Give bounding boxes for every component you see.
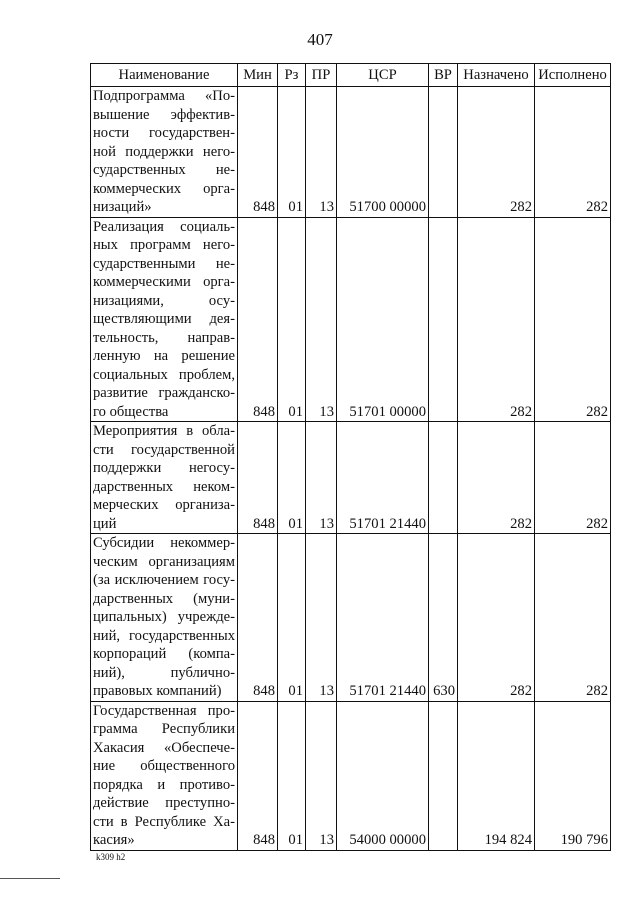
row-csr: 51700 00000 <box>337 87 429 218</box>
row-vr <box>429 87 458 218</box>
row-executed: 282 <box>535 87 611 218</box>
row-name: Государственная программа Республики Хакасия «Обеспечение общественного порядка и противодействие преступности в Республике Хакасия» <box>91 701 238 850</box>
row-executed: 282 <box>535 534 611 702</box>
row-assigned: 282 <box>458 534 535 702</box>
row-min: 848 <box>238 534 278 702</box>
header-pr: ПР <box>306 64 337 87</box>
row-executed: 282 <box>535 422 611 534</box>
row-pr: 13 <box>306 87 337 218</box>
header-vr: ВР <box>429 64 458 87</box>
footer-code: k309 h2 <box>96 852 126 862</box>
row-csr: 54000 00000 <box>337 701 429 850</box>
table-row <box>91 422 611 534</box>
header-assigned: Назначено <box>458 64 535 87</box>
header-csr: ЦСР <box>337 64 429 87</box>
row-pr: 13 <box>306 422 337 534</box>
page-number: 407 <box>307 30 333 49</box>
header-rz: Рз <box>278 64 306 87</box>
row-assigned: 194 824 <box>458 701 535 850</box>
scan-edge-mark <box>0 878 60 879</box>
table-header-row <box>91 64 611 87</box>
row-assigned: 282 <box>458 87 535 218</box>
row-name: Реализация социальных программ негосударственными некоммерческими организациями, осуществляющими деятельность, направленную на решение социальных проблем, развитие гражданского общества <box>91 217 238 422</box>
row-min: 848 <box>238 701 278 850</box>
header-min: Мин <box>238 64 278 87</box>
row-name: Субсидии некоммерческим организациям (за исключением государственных (муниципальных) учреждений, государственных корпораций (компаний), публично-правовых компаний) <box>91 534 238 702</box>
row-vr <box>429 217 458 422</box>
table-row <box>91 534 611 702</box>
header-name: Наименование <box>91 64 238 87</box>
budget-table <box>90 63 611 851</box>
header-executed: Исполнено <box>535 64 611 87</box>
table-row <box>91 217 611 422</box>
table-row <box>91 701 611 850</box>
row-csr: 51701 21440 <box>337 422 429 534</box>
row-vr <box>429 422 458 534</box>
row-executed: 190 796 <box>535 701 611 850</box>
row-pr: 13 <box>306 534 337 702</box>
row-min: 848 <box>238 422 278 534</box>
row-rz: 01 <box>278 534 306 702</box>
row-pr: 13 <box>306 701 337 850</box>
row-assigned: 282 <box>458 422 535 534</box>
row-rz: 01 <box>278 87 306 218</box>
row-csr: 51701 21440 <box>337 534 429 702</box>
row-pr: 13 <box>306 217 337 422</box>
row-vr <box>429 701 458 850</box>
row-rz: 01 <box>278 422 306 534</box>
row-executed: 282 <box>535 217 611 422</box>
row-vr: 630 <box>429 534 458 702</box>
row-min: 848 <box>238 87 278 218</box>
row-min: 848 <box>238 217 278 422</box>
row-rz: 01 <box>278 701 306 850</box>
row-name: Мероприятия в области государственной поддержки негосударственных некоммерческих организаций <box>91 422 238 534</box>
row-name: Подпрограмма «Повышение эффективности государственной поддержки негосударственных некоммерческих организаций» <box>91 87 238 218</box>
table-row <box>91 87 611 218</box>
row-rz: 01 <box>278 217 306 422</box>
row-assigned: 282 <box>458 217 535 422</box>
row-csr: 51701 00000 <box>337 217 429 422</box>
